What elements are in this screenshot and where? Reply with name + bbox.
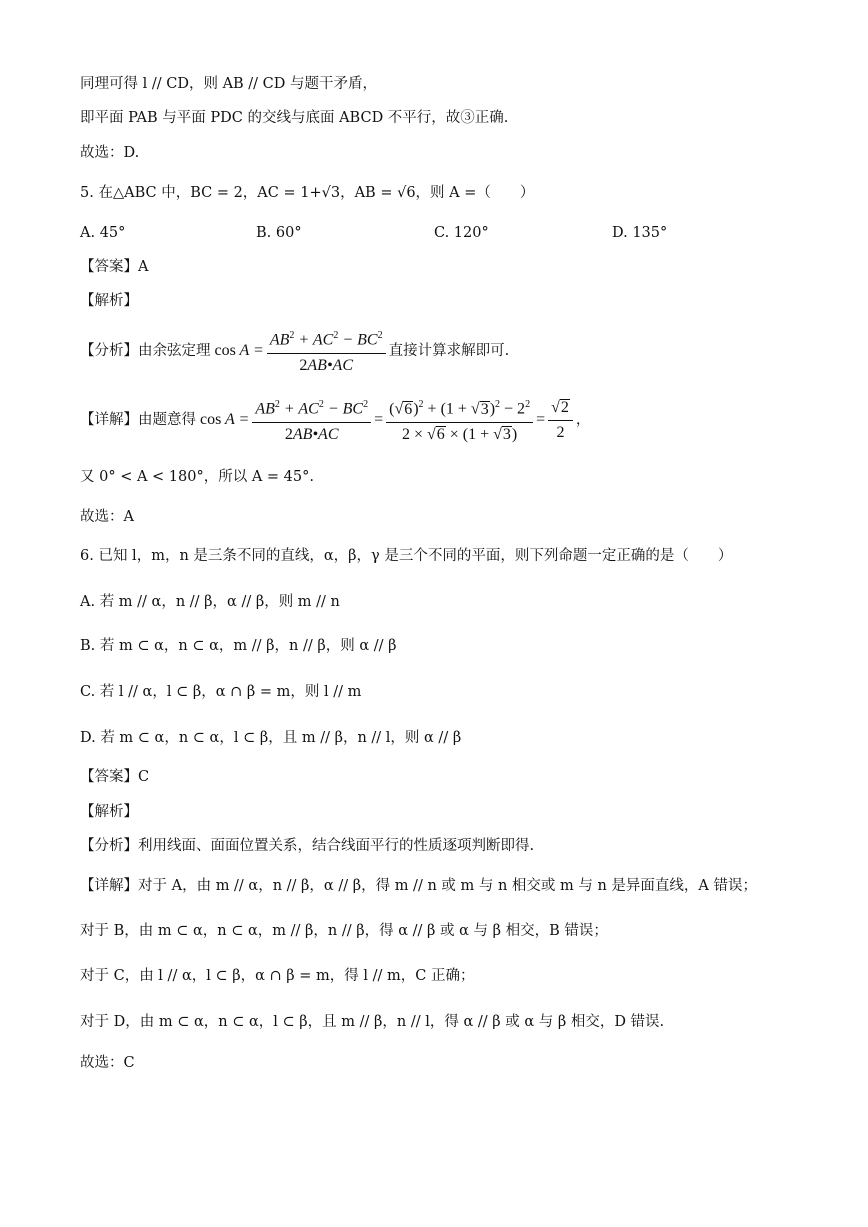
cos-a-symbol: cos A = xyxy=(200,411,250,428)
cosine-fraction: $\frac{AB^2 + AC^2 - BC^2}{2AB•AC}$ xyxy=(267,326,386,375)
q6-stem: 6. 已知 l，m，n 是三条不同的直线，α，β，γ 是三个不同的平面，则下列命题一定正确的是（ ） xyxy=(80,548,733,564)
q6-option-c: C. 若 l // α，l ⊂ β，α ∩ β = m，则 l // m xyxy=(80,684,362,700)
q6-answer: 【答案】C xyxy=(80,769,150,785)
q5-option-c: C. 120° xyxy=(434,225,489,241)
q5-option-b: B. 60° xyxy=(256,225,302,241)
q5-range: 又 0° < A < 180°，所以 A = 45°. xyxy=(80,469,314,485)
q5-jiexi: 【解析】 xyxy=(80,293,138,309)
q6-option-d: D. 若 m ⊂ α，n ⊂ α，l ⊂ β，且 m // β，n // l，则 α // β xyxy=(80,730,462,746)
fraction-general: $\frac{AB^2 + AC^2 - BC^2}{2AB•AC}$ xyxy=(252,395,371,444)
fraction-result: $\frac{√2}{2}$ xyxy=(548,398,573,443)
q6-fenxi: 【分析】利用线面、面面位置关系，结合线面平行的性质逐项判断即得. xyxy=(80,838,535,854)
q5-fenxi-head: 【分析】由余弦定理 xyxy=(80,343,211,359)
prev-line-1: 同理可得 l // CD，则 AB // CD 与题干矛盾， xyxy=(80,76,378,92)
q5-option-d: D. 135° xyxy=(612,225,668,241)
fraction-numeric: $\frac{(√6)^2 + (1 + √3)^2 - 2^2}{2 \times √6 \times (1 + √3)}$ xyxy=(386,395,533,444)
q5-fenxi-tail: 直接计算求解即可. xyxy=(388,343,510,359)
q5-option-a: A. 45° xyxy=(80,225,126,241)
q6-choose: 故选：C xyxy=(80,1055,135,1071)
prev-line-2: 即平面 PAB 与平面 PDC 的交线与底面 ABCD 不平行，故③正确. xyxy=(80,110,509,126)
q6-option-b: B. 若 m ⊂ α，n ⊂ α，m // β，n // β，则 α // β xyxy=(80,638,397,654)
q5-choose: 故选：A xyxy=(80,509,134,525)
q6-for-b: 对于 B，由 m ⊂ α，n ⊂ α，m // β，n // β，得 α // β 或 α 与 β 相交，B 错误； xyxy=(80,923,608,939)
prev-choose: 故选：D. xyxy=(80,145,140,161)
q5-fenxi xyxy=(80,328,509,374)
q5-xiangjie-head: 【详解】由题意得 xyxy=(80,412,196,428)
q6-for-c: 对于 C，由 l // α，l ⊂ β，α ∩ β = m，得 l // m，C 正确； xyxy=(80,968,475,984)
q6-option-a: A. 若 m // α，n // β，α // β，则 m // n xyxy=(80,594,340,610)
q5-answer: 【答案】A xyxy=(80,259,149,275)
q5-stem: 5. 在△ABC 中，BC = 2，AC = 1+√3，AB = √6，则 A =（ ） xyxy=(80,185,535,201)
q6-xiangjie: 【详解】对于 A，由 m // α，n // β，α // β，得 m // n 或 m 与 n 相交或 m 与 n 是异面直线，A 错误； xyxy=(80,878,758,894)
q5-xiangjie: 【详解】由题意得 cos A = $\frac{AB^2 + AC^2 - BC^2}{2AB•AC}$ = $\frac{(√6)^2 + (1 + √3)^2 - 2^2}{2 \times √6 \times (1 + √3)}$ = $\frac{√2}{2}$ ， xyxy=(80,393,590,447)
q6-for-d: 对于 D，由 m ⊂ α，n ⊂ α，l ⊂ β，且 m // β，n // l，得 α // β 或 α 与 β 相交，D 错误. xyxy=(80,1014,665,1030)
q6-jiexi: 【解析】 xyxy=(80,804,138,820)
cosine-formula: cos A = xyxy=(214,342,264,359)
